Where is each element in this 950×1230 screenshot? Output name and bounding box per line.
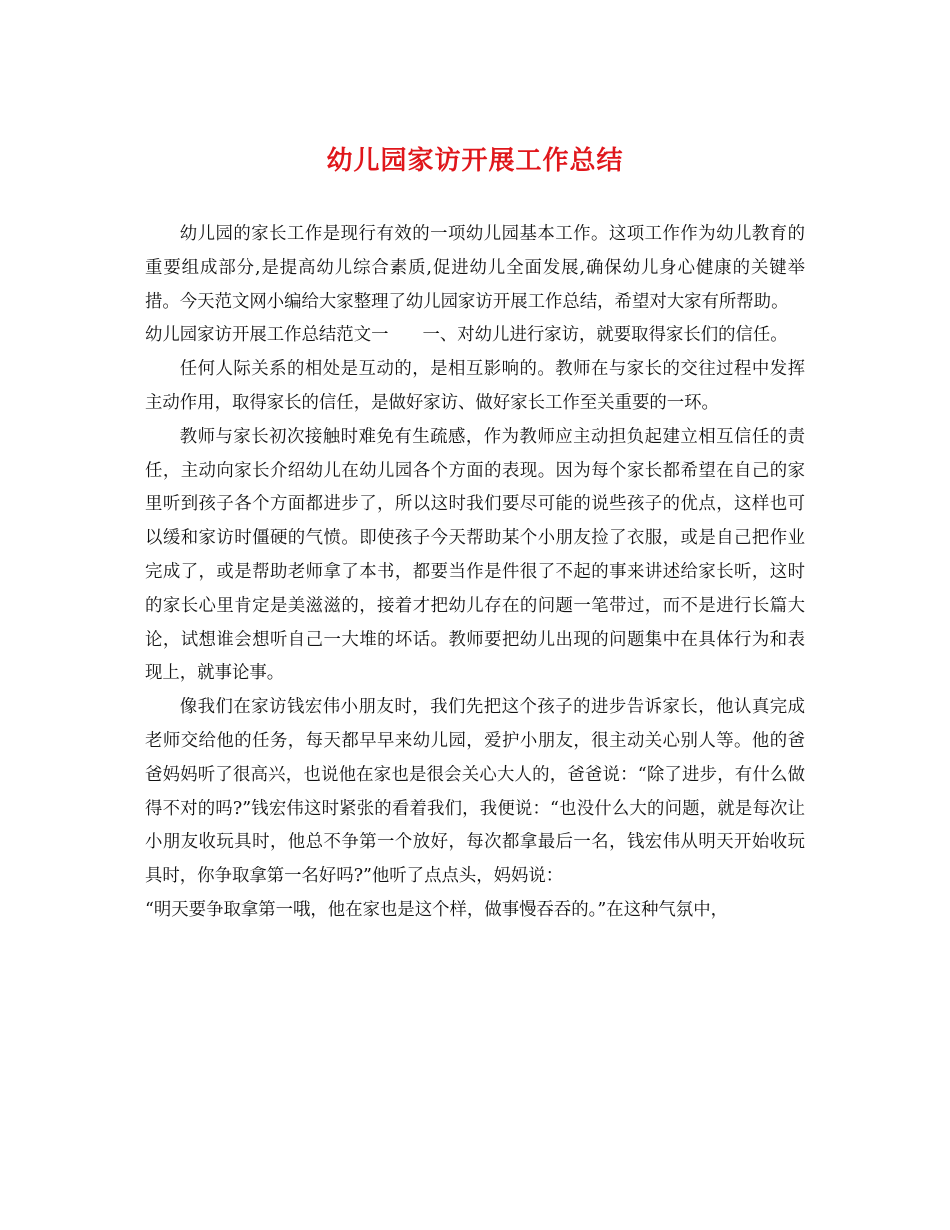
body-paragraph-1: 任何人际关系的相处是互动的，是相互影响的。教师在与家长的交往过程中发挥主动作用，取得家长的信任，是做好家访、做好家长工作至关重要的一环。	[145, 359, 805, 413]
document-body	[145, 218, 805, 928]
body-paragraph-2: 教师与家长初次接触时难免有生疏感，作为教师应主动担负起建立相互信任的责任，主动向家长介绍幼儿在幼儿园各个方面的表现。因为每个家长都希望在自己的家里听到孩子各个方面都进步了，所以这时我们要尽可能的说些孩子的优点，这样也可以缓和家访时僵硬的气愤。即使孩子今天帮助某个小朋友捡了衣服，或是自己把作业完成了，或是帮助老师拿了本书，都要当作是件很了不起的事来讲述给家长听，这时的家长心里肯定是美滋滋的，接着才把幼儿存在的问题一笔带过，而不是进行长篇大论，试想谁会想听自己一大堆的坏话。教师要把幼儿出现的问题集中在具体行为和表现上，就事论事。	[145, 426, 805, 684]
section-label: 幼儿园家访开展工作总结范文一	[145, 325, 389, 346]
intro-paragraph: 幼儿园的家长工作是现行有效的一项幼儿园基本工作。这项工作作为幼儿教育的重要组成部分,是提高幼儿综合素质,促进幼儿全面发展,确保幼儿身心健康的关键举措。今天范文网小编给大家整理了幼儿园家访开展工作总结，希望对大家有所帮助。	[145, 224, 805, 312]
section-line	[145, 319, 805, 353]
document-title: 幼儿园家访开展工作总结	[326, 146, 624, 176]
body-paragraph-3: 像我们在家访钱宏伟小朋友时，我们先把这个孩子的进步告诉家长，他认真完成老师交给他的任务，每天都早早来幼儿园，爱护小朋友，很主动关心别人等。他的爸爸妈妈听了很高兴，也说他在家也是很会关心大人的，爸爸说：“除了进步，有什么做得不对的吗?”钱宏伟这时紧张的看着我们，我便说：“也没什么大的问题，就是每次让小朋友收玩具时，他总不争第一个放好，每次都拿最后一名，钱宏伟从明天开始收玩具时，你争取拿第一名好吗?”他听了点点头，妈妈说：	[145, 697, 805, 887]
body-paragraph-continuation: “明天要争取拿第一哦，他在家也是这个样，做事慢吞吞的。”在这种气氛中，	[145, 899, 728, 920]
section-heading: 一、对幼儿进行家访，就要取得家长们的信任。	[422, 325, 788, 346]
